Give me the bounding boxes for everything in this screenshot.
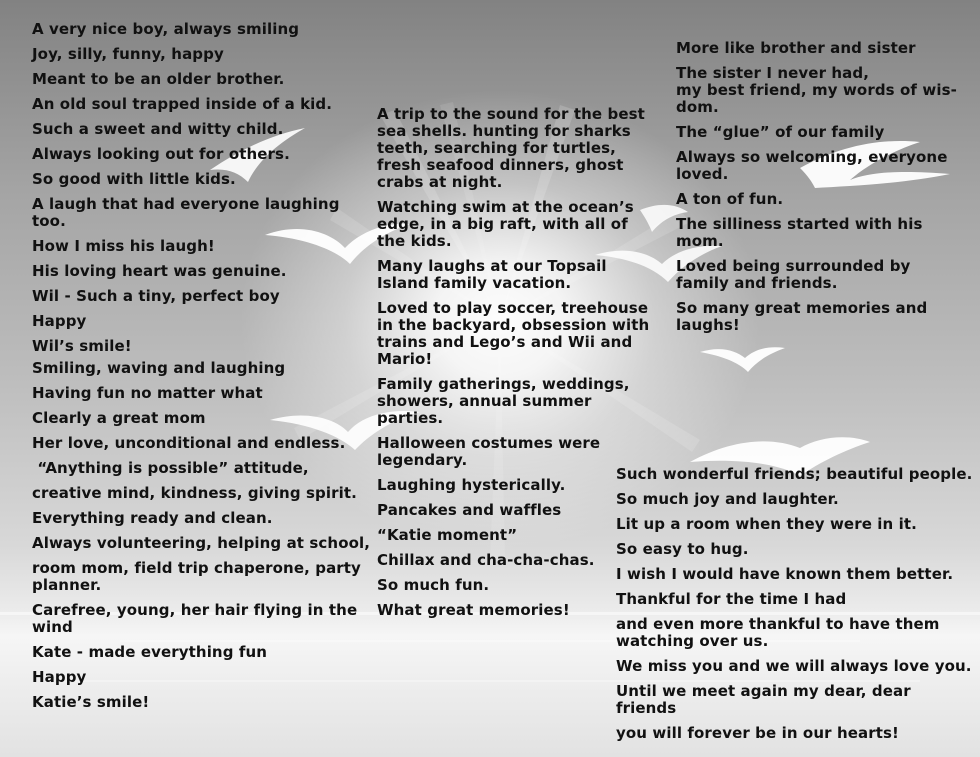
memory-line: and even more thankful to have them watching over us. <box>616 615 945 650</box>
memory-line: Everything ready and clean. <box>32 509 273 527</box>
memory-line: A ton of fun. <box>676 190 784 208</box>
memory-line: Thankful for the time I had <box>616 590 847 608</box>
memory-line: I wish I would have known them better. <box>616 565 954 583</box>
memory-line: Loved being surrounded by family and friends. <box>676 257 916 292</box>
memory-line: Lit up a room when they were in it. <box>616 515 917 533</box>
memory-line: A very nice boy, always smiling <box>32 20 300 38</box>
memory-line: Carefree, young, her hair flying in the wind <box>32 601 363 636</box>
right-column-bottom <box>616 466 976 750</box>
memory-line: Happy <box>32 312 87 330</box>
memory-line: Wil’s smile! <box>32 337 132 355</box>
memory-line: Joy, silly, funny, happy <box>32 45 224 63</box>
memory-line: Happy <box>32 668 87 686</box>
memory-line: Always looking out for others. <box>32 145 290 163</box>
memory-line: What great memories! <box>377 601 570 619</box>
memory-line: Chillax and cha-cha-chas. <box>377 551 595 569</box>
memory-line: “Katie moment” <box>377 526 518 544</box>
memory-line: Wil - Such a tiny, perfect boy <box>32 287 280 305</box>
memory-line: Always volunteering, helping at school, <box>32 534 371 552</box>
memory-line: Such a sweet and witty child. <box>32 120 284 138</box>
memory-line: Such wonderful friends; beautiful people. <box>616 465 973 483</box>
memory-line: Loved to play soccer, treehouse in the backyard, obsession with trains and Lego’s and Wii and Mario! <box>377 299 655 368</box>
memory-line: Clearly a great mom <box>32 409 206 427</box>
memory-line: How I miss his laugh! <box>32 237 215 255</box>
right-column-top <box>676 40 966 342</box>
left-column-top <box>32 21 377 363</box>
middle-column <box>377 105 655 627</box>
memory-line: Kate - made everything fun <box>32 643 268 661</box>
seagull-icon <box>700 347 785 372</box>
memory-line: you will forever be in our hearts! <box>616 724 899 742</box>
memory-line: Family gatherings, weddings, showers, annual summer parties. <box>377 375 635 427</box>
memory-line: Katie’s smile! <box>32 693 150 711</box>
memory-line: The “glue” of our family <box>676 123 885 141</box>
memory-line: So easy to hug. <box>616 540 749 558</box>
memory-line: So much joy and laughter. <box>616 490 839 508</box>
memory-line: creative mind, kindness, giving spirit. <box>32 484 357 502</box>
memory-line: Many laughs at our Topsail Island family vacation. <box>377 257 612 292</box>
memory-line: Having fun no matter what <box>32 384 263 402</box>
memory-line: The silliness started with his mom. <box>676 215 928 250</box>
memory-line: More like brother and sister <box>676 39 916 57</box>
memory-line: Until we meet again my dear, dear friends <box>616 682 917 717</box>
memory-line: So many great memories and laughs! <box>676 299 933 334</box>
memory-line: Pancakes and waffles <box>377 501 562 519</box>
memory-line: room mom, field trip chaperone, party planner. <box>32 559 367 594</box>
memory-line: A laugh that had everyone laughing too. <box>32 195 345 230</box>
memory-line: Watching swim at the ocean’s edge, in a big raft, with all of the kids. <box>377 198 640 250</box>
memory-line: Meant to be an older brother. <box>32 70 285 88</box>
memory-line: Always so welcoming, everyone loved. <box>676 148 953 183</box>
memory-line: We miss you and we will always love you. <box>616 657 972 675</box>
left-column-bottom <box>32 360 372 719</box>
memory-line: So good with little kids. <box>32 170 236 188</box>
memory-line: A trip to the sound for the best sea shells. hunting for sharks teeth, searching for turtles, fresh seafood dinners, ghost crabs at night. <box>377 105 651 191</box>
memory-line: The sister I never had, my best friend, my words of wis-dom. <box>676 64 957 116</box>
memory-line: Her love, unconditional and endless. <box>32 434 346 452</box>
memory-line: Halloween costumes were legendary. <box>377 434 606 469</box>
memory-line: Laughing hysterically. <box>377 476 566 494</box>
memory-line: “Anything is possible” attitude, <box>32 459 309 477</box>
memory-line: Smiling, waving and laughing <box>32 359 286 377</box>
memory-line: An old soul trapped inside of a kid. <box>32 95 333 113</box>
memory-line: His loving heart was genuine. <box>32 262 287 280</box>
memory-line: So much fun. <box>377 576 490 594</box>
